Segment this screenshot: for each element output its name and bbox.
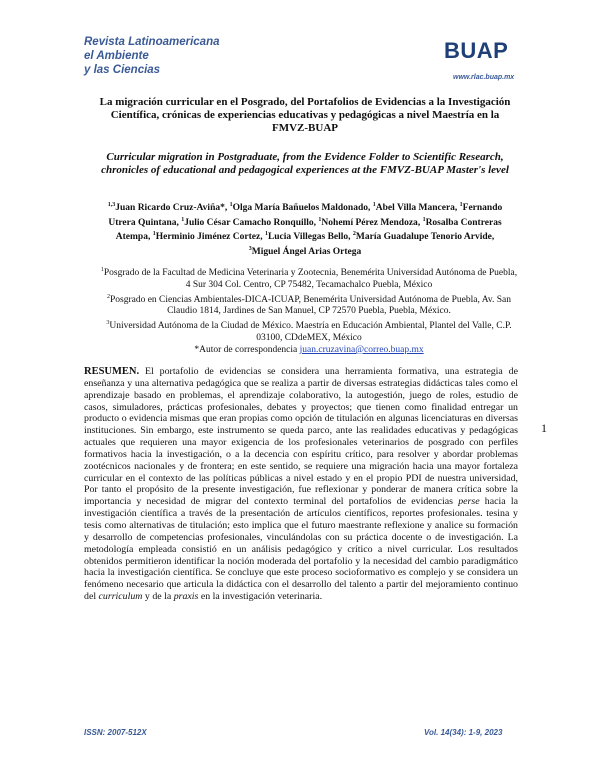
author-name: Rosalba Contreras Atempa xyxy=(115,217,502,242)
journal-name xyxy=(84,35,220,77)
author-affiliation-mark: 1 xyxy=(318,216,322,223)
footer-volume: Vol. 14(34): 1-9, 2023 xyxy=(424,728,503,737)
abstract-italic-term: perse xyxy=(458,496,480,508)
author xyxy=(181,218,313,228)
correspondence xyxy=(100,345,518,357)
author-affiliation-mark: 2 xyxy=(352,231,356,237)
author xyxy=(353,232,492,242)
author-affiliation-mark: 1 xyxy=(264,231,268,237)
author-name: Olga María Bañuelos Maldonado xyxy=(232,203,368,213)
author-affiliation-mark: 1 xyxy=(229,202,233,208)
author xyxy=(249,247,362,257)
affiliation-3: $^3$Universidad Autónoma de la Ciudad de México. Maestría en Educación Ambiental, Plantel del Valle, C.P. 03100, CDdeMEX, México xyxy=(106,320,512,343)
author-name: Juan Ricardo Cruz-Aviña* xyxy=(115,203,225,213)
author-affiliation-mark: 1 xyxy=(422,216,426,223)
author-affiliation-mark: 1 xyxy=(181,216,185,223)
abstract-label: RESUMEN. xyxy=(84,366,140,377)
title-english: Curricular migration in Postgraduate, from the Evidence Folder to Scientific Research, chronicles of educational and pedagogical experiences at the FMVZ-BUAP Master's level xyxy=(101,151,509,176)
journal-name-line2: el Ambiente xyxy=(84,50,149,62)
author-affiliation-mark: 1 xyxy=(152,231,156,237)
author-name: Miguel Ángel Arias Ortega xyxy=(251,246,362,257)
author-name: Nohemí Pérez Mendoza xyxy=(321,217,418,228)
author xyxy=(265,232,348,242)
affiliation-1: $^1$Posgrado de la Facultad de Medicina Veterinaria y Zootecnia, Benemérita Universidad Autónoma de Puebla, 4 Sur 304 Col. Centro, CP 75482, Tecamachalco Puebla, México xyxy=(100,267,518,290)
correspondence-email-link[interactable]: juan.cruzavina@correo.buap.mx xyxy=(299,344,424,355)
author-name: Julio César Camacho Ronquillo xyxy=(184,217,314,228)
author xyxy=(153,232,260,242)
author-affiliation-mark: 3 xyxy=(248,245,252,252)
author-name: Fernando Utrera Quintana xyxy=(108,203,503,228)
author xyxy=(318,218,417,228)
author-name: Herminio Jiménez Cortez xyxy=(155,232,261,242)
author-affiliation-mark: 1,3 xyxy=(107,202,116,208)
journal-name-line3: y las Ciencias xyxy=(84,64,161,76)
author xyxy=(373,203,455,213)
journal-website: www.rlac.buap.mx xyxy=(453,74,515,81)
abstract-italic-term: praxis xyxy=(173,591,199,603)
author-name: Lucia Villegas Bello xyxy=(267,232,349,242)
abstract-text: El portafolio de evidencias se considera una herramienta formativa, una estrategia de enseñanza y una alternativa pedagógica que se realiza a partir de diversas estrategias didácticas tales como el aprendizaje basado en problemas, el aprendizaje colaborativo, la autogestión, juego de roles, estudio de casos, simuladores, prácticas profesionales, debates y proyectos; que tienen como finalidad entregar un producto o evidencia mismas que eran propias como opción de titulación en algunas licenciaturas en diversas instituciones. Sin embargo, este instrumento se queda parco, ante las realidades educativas y pedagógicas actuales que requieren una mayor exigencia de los profesionales veterinarios de posgrado con perfiles formativos hacia la investigación, o a la decencia con espíritu crítico, para resolver y abordar problemas zootécnicos nacionales y de frontera; en este sentido, se requiere una migración hacia una mayor fortaleza curricular en el contexto de las políticas públicas a nivel estado y en el propio PDI de nuestra universidad, Por tanto el propósito de la presente investigación, fue reflexionar y ponderar de manera crítica sobre la importancia y necesidad de migrar del contexto terminal del portafolios de evidencias xyxy=(84,366,518,508)
author-list: $^{1,3}$Juan Ricardo Cruz-Aviña*, $^1$Olga María Bañuelos Maldonado, $^1$Abel Villa Mancera, $^1$Fernando Utrera Quintana, $^1$Julio César Camacho Ronquillo, $^1$Nohemí Pérez Mendoza, $^1$Rosalba Contreras Atempa, $^1$Herminio Jiménez Cortez, $^1$Lucia Villegas Bello, $^2$María Guadalupe Tenorio Arvide, $^3$Miguel Ángel Arias Ortega xyxy=(107,202,503,257)
page-number: 1 xyxy=(541,421,547,435)
abstract xyxy=(84,366,518,603)
buap-logo: BUAP xyxy=(444,38,509,63)
affiliations xyxy=(100,265,518,357)
correspondence-label: *Autor de correspondencia xyxy=(194,344,300,355)
abstract-text: en la investigación veterinaria. xyxy=(198,591,323,603)
journal-name-line1: Revista Latinoamericana xyxy=(84,36,220,48)
author-affiliation-mark: 1 xyxy=(459,202,463,208)
author xyxy=(230,203,368,213)
author-affiliation-mark: 1 xyxy=(372,202,376,208)
author xyxy=(108,203,225,213)
title-spanish: La migración curricular en el Posgrado, del Portafolios de Evidencias a la Investigación Científica, crónicas de experiencias educativas y pedagógicas a nivel Maestría en la FMVZ-BUAP xyxy=(99,96,511,134)
footer-issn: ISSN: 2007-512X xyxy=(84,728,147,737)
author-name: Abel Villa Mancera xyxy=(375,203,455,213)
affiliation-2: $^2$Posgrado en Ciencias Ambientales-DICA-ICUAP, Benemérita Universidad Autónoma de Puebla, Av. San Claudio 1814, Jardines de San Manuel, CP 72570 Puebla, Puebla, México. xyxy=(106,293,512,317)
abstract-text: y de la xyxy=(142,591,174,603)
abstract-italic-term: curriculum xyxy=(98,591,143,603)
abstract-text: hacia la investigación científica a través de la presentación de artículos científicos, reportes profesionales. tesina y tesis como alternativas de titulación; esto implica que el futuro maestrante reflexione y analice su formación y desarrollo de competencias profesionales, vinculándolas con su práctica docente o de investigación. La metodología empleada consistió en un análisis pedagógico y crítico a nivel curricular. Los resultados obtenidos permitieron identificar la noción moderada del portafolio y la necesidad del cambio paradigmático hacia la investigación científica. Se concluye que este proceso socioformativo es complejo y se considera un fenómeno necesario que articula la didáctica con el desarrollo del talento a partir del mejoramiento continuo del xyxy=(84,496,518,603)
author-name: María Guadalupe Tenorio Arvide xyxy=(355,232,492,242)
